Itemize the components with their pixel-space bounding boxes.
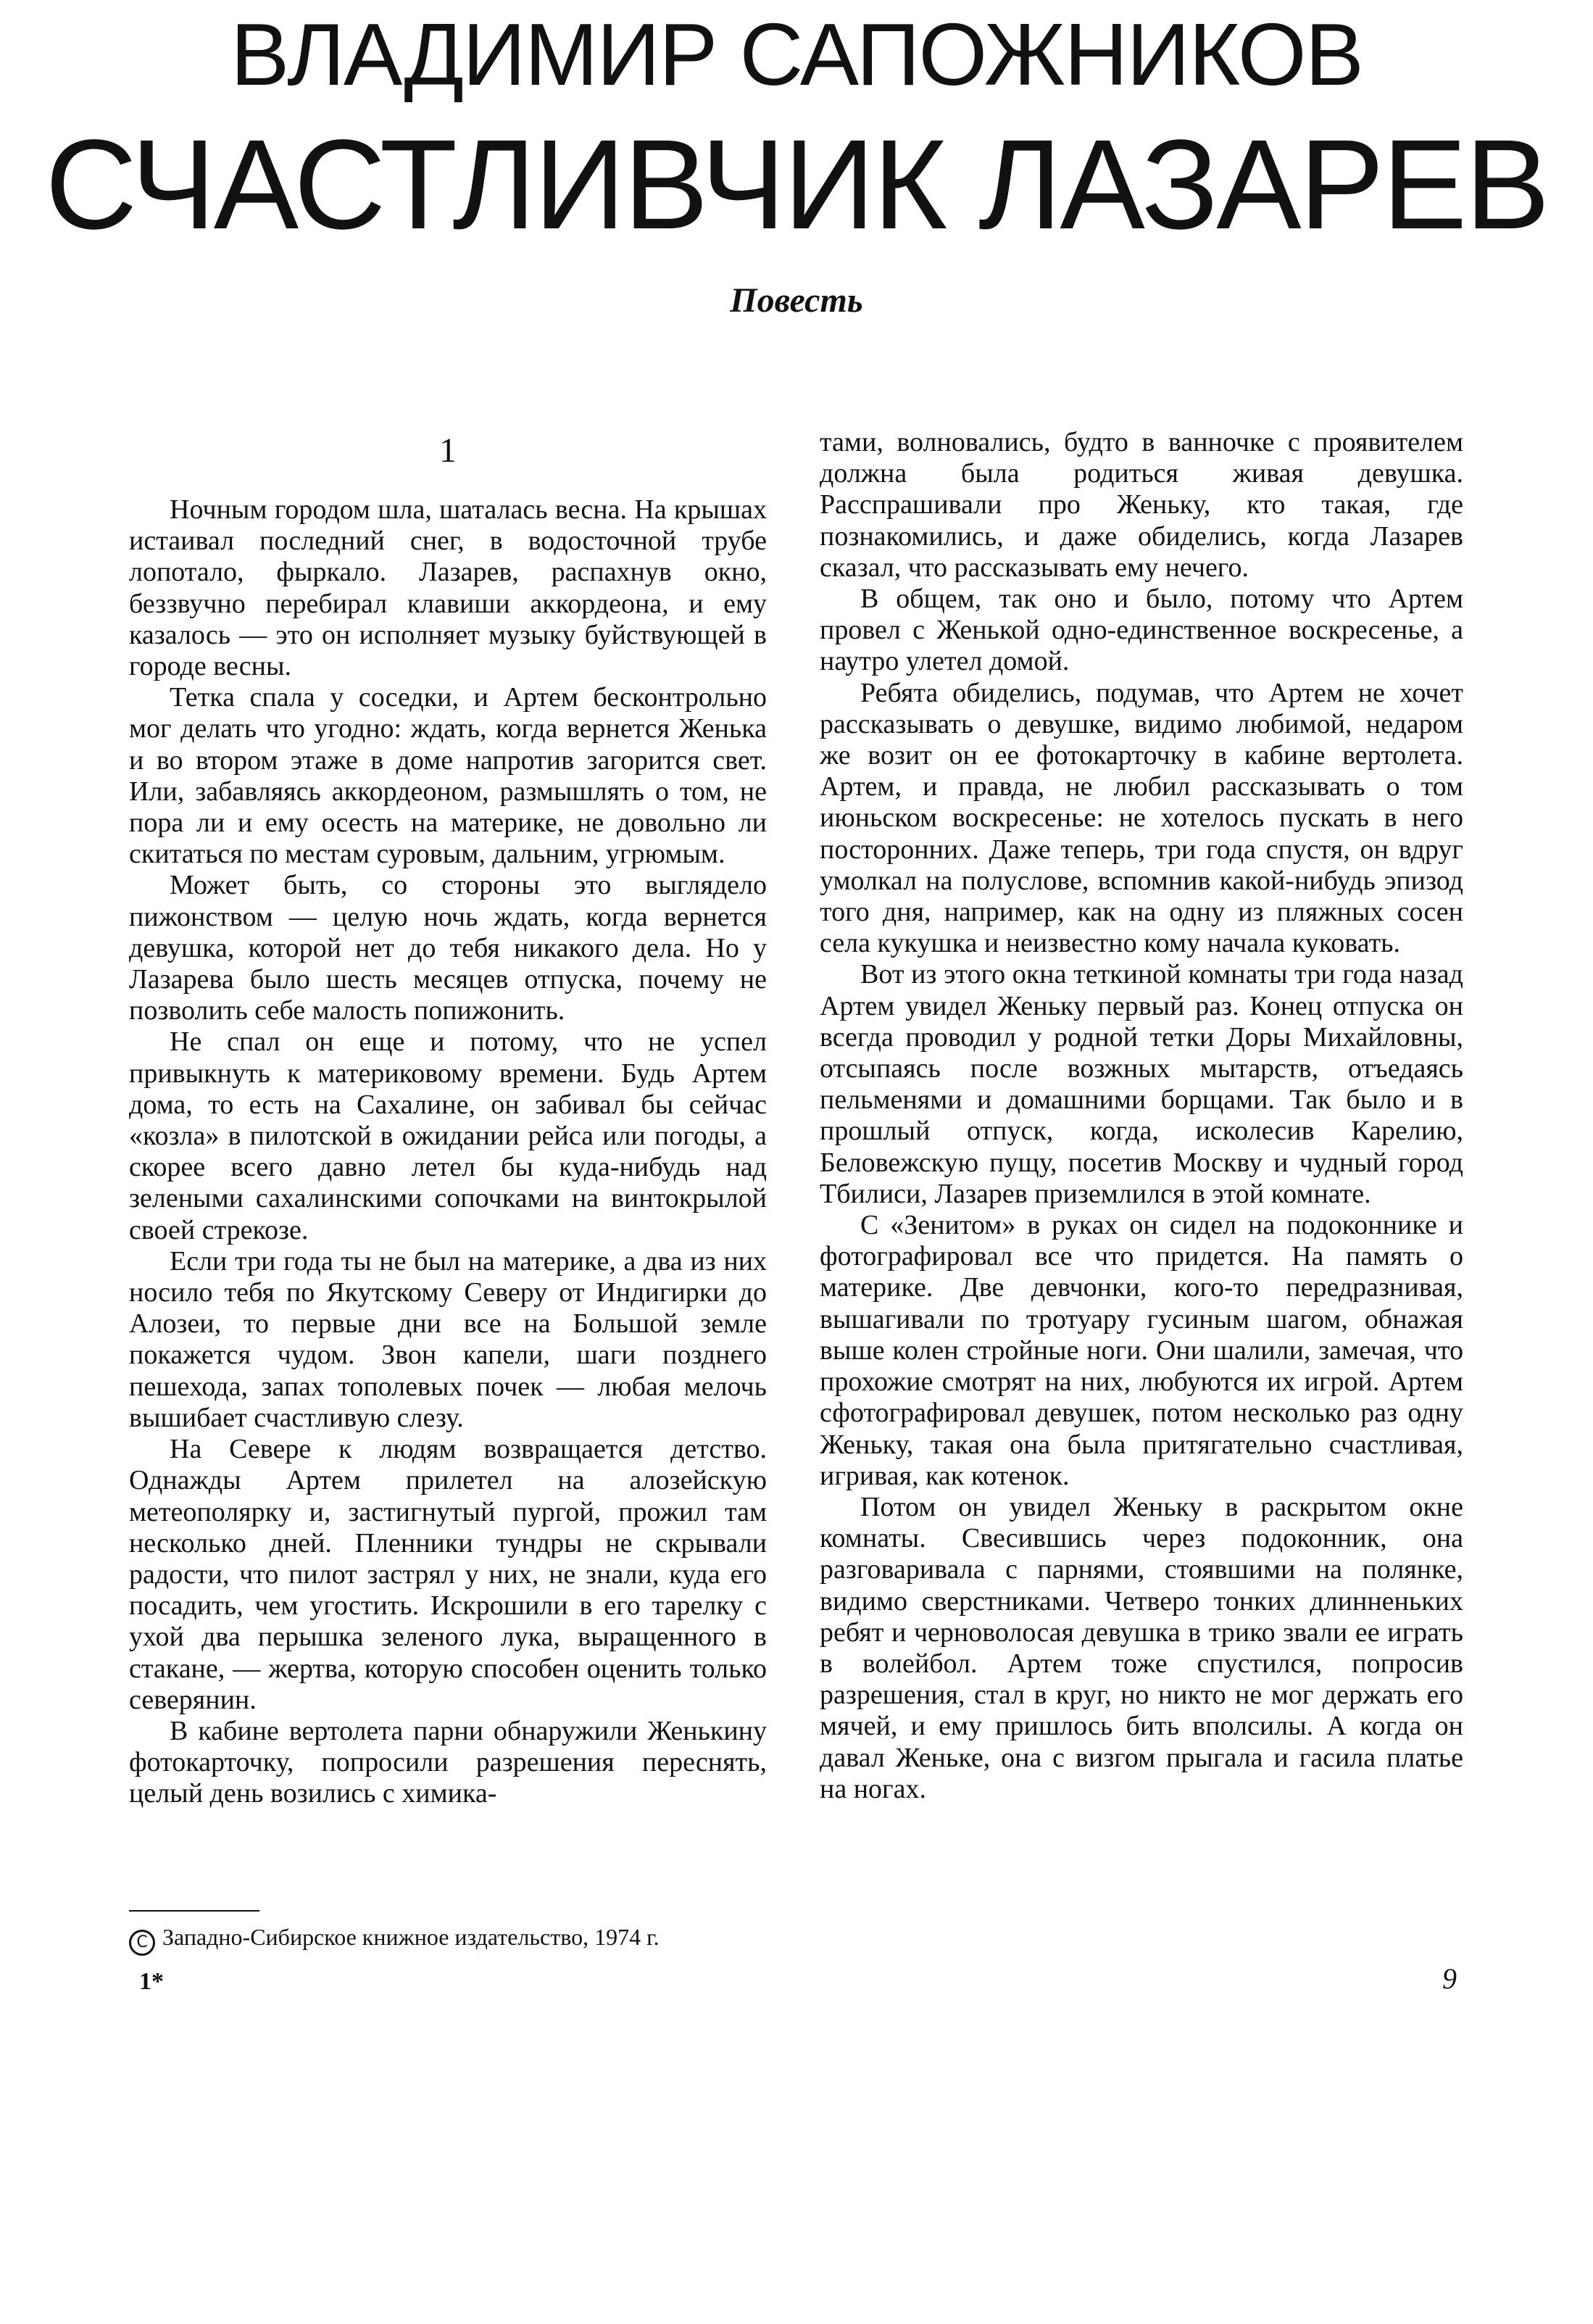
page-number: 9: [1442, 1962, 1457, 1995]
footnote-rule: [129, 1910, 259, 1912]
paragraph: Может быть, со стороны это выглядело пижонством — целую ночь ждать, когда вернется девушка, которой нет до тебя никакого дела. Но у Лазарева было шесть месяцев отпуска, почему не позволить себе малость попижонить.: [129, 870, 767, 1026]
author-name: ВЛАДИМИР САПОЖНИКОВ: [230, 5, 1363, 104]
paragraph: тами, волновались, будто в ванночке с проявителем должна была родиться живая девушка. Расспрашивали про Женьку, кто такая, где познакомились, и даже обиделись, когда Лазарев сказал, что рассказывать ему нечего.: [820, 427, 1463, 583]
paragraph: С «Зенитом» в руках он сидел на подоконнике и фотографировал все что придется. На память о материке. Две девчонки, кого-то передразнивая, вышагивали по тротуару гусиным шагом, обнажая выше колен стройные ноги. Они шалили, замечая, что прохожие смотрят на них, любуются их игрой. Артем сфотографировал девушек, потом несколько раз одну Женьку, такая она была притягательно счастливая, игривая, как котенок.: [820, 1210, 1463, 1491]
right-column: [820, 427, 1463, 1805]
paragraph: Потом он увидел Женьку в раскрытом окне комнаты. Свесившись через подоконник, она разговаривала с парнями, стоявшими на полянке, видимо сверстниками. Четверо тонких длинненьких ребят и черноволосая девушка в трико звали ее играть в волейбол. Артем тоже спустился, попросив разрешения, стал в круг, но никто не мог держать его мячей, и ему пришлось бить вполсилы. А когда он давал Женьке, она с визгом прыгала и гасила платье на ногах.: [820, 1491, 1463, 1804]
signature-mark: 1*: [139, 1968, 164, 1995]
paragraph: Вот из этого окна теткиной комнаты три года назад Артем увидел Женьку первый раз. Конец отпуска он всегда проводил у родной тетки Доры Михайловны, отсыпаясь после возжных мытарств, отъедаясь пельменями и домашними борщами. Так было и в прошлый отпуск, когда, исколесив Карелию, Беловежскую пущу, посетив Москву и чудный город Тбилиси, Лазарев приземлился в этой комнате.: [820, 959, 1463, 1209]
paragraph: Не спал он еще и потому, что не успел привыкнуть к материковому времени. Будь Артем дома, то есть на Сахалине, он забивал бы сейчас «козла» в пилотской в ожидании рейса или погоды, а скорее всего давно летел бы куда-нибудь над зелеными сахалинскими сопочками на винтокрылой своей стрекозе.: [129, 1026, 767, 1245]
story-title: СЧАСТЛИВЧИК ЛАЗАРЕВ: [45, 114, 1548, 256]
paragraph: Ночным городом шла, шаталась весна. На крышах истаивал последний снег, в водосточной трубе лопотало, фыркало. Лазарев, распахнув окно, беззвучно перебирал клавиши аккордеона, и ему казалось — это он исполняет музыку буйствующей в городе весны.: [129, 494, 767, 682]
copyright-icon: C: [129, 1930, 155, 1956]
genre-label: Повесть: [730, 281, 863, 320]
paragraph: Тетка спала у соседки, и Артем бесконтрольно мог делать что угодно: ждать, когда вернется Женька и во втором этаже в доме напротив загорится свет. Или, забавляясь аккордеоном, размышлять о том, не пора ли и ему осесть на материке, не довольно ли скитаться по местам суровым, дальним, угрюмым.: [129, 682, 767, 870]
paragraph: В общем, так оно и было, потому что Артем провел с Женькой одно-единственное воскресенье, а наутро улетел домой.: [820, 584, 1463, 677]
paragraph: В кабине вертолета парни обнаружили Женькину фотокарточку, попросили разрешения переснять, целый день возились с химика-: [129, 1715, 767, 1809]
paragraph: На Севере к людям возвращается детство. Однажды Артем прилетел на алозейскую метеополярку и, застигнутый пургой, прожил там несколько дней. Пленники тундры не скрывали радости, что пилот застрял у них, не знали, куда его посадить, чем угостить. Искрошили в его тарелку с ухой два перышка зеленого лука, выращенного в стакане, — жертва, которую способен оценить только северянин.: [129, 1434, 767, 1715]
chapter-number: 1: [439, 431, 457, 470]
copyright-notice: [129, 1921, 781, 1956]
left-column: [129, 429, 767, 1810]
paragraph: Если три года ты не был на материке, а два из них носило тебя по Якутскому Северу от Индигирки до Алозеи, то первые дни все на Большой земле покажется чудом. Звон капели, шаги позднего пешехода, запах тополевых почек — любая мелочь вышибает счастливую слезу.: [129, 1245, 767, 1433]
copyright-text: Западно-Сибирское книжное издательство, 1974 г.: [162, 1924, 660, 1950]
paragraph: Ребята обиделись, подумав, что Артем не хочет рассказывать о девушке, видимо любимой, недаром же возит он ее фотокарточку в кабине вертолета. Артем, и правда, не любил рассказывать о том июньском воскресенье: не хотелось пускать в него посторонних. Даже теперь, три года спустя, он вдруг умолкал на полуслове, вспомнив какой-нибудь эпизод того дня, например, как на одну из пляжных сосен села кукушка и неизвестно кому начала куковать.: [820, 677, 1463, 959]
